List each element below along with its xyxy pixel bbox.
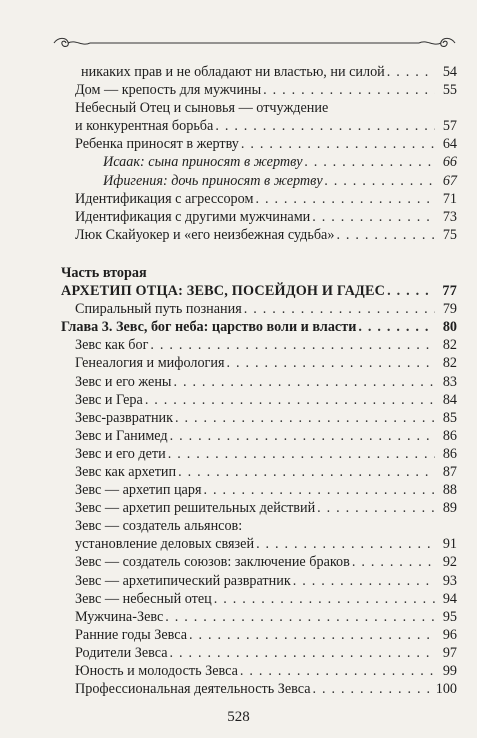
toc-entry [61,626,457,644]
part-title [61,282,457,300]
dot-leader [215,117,435,135]
toc-entry-title: АРХЕТИП ОТЦА: ЗЕВС, ПОСЕЙДОН И ГАДЕС [61,283,386,300]
toc-entry-title: Идентификация с агрессором [75,190,254,207]
toc-entry-page: 95 [442,608,457,625]
toc-entry [61,572,457,590]
toc-entry-title: Спиральный путь познания [75,301,242,318]
toc-entry-page: 66 [442,154,457,171]
toc-entry-title: Дом — крепость для мужчины [75,82,262,99]
dot-leader [263,81,435,99]
dot-leader [240,662,435,680]
toc-entry-page: 54 [442,64,457,80]
dot-leader [170,427,435,445]
toc-entry-page: 71 [442,190,457,207]
toc-entry [61,172,457,190]
toc-entry [61,680,457,698]
dot-leader [203,481,435,499]
header-ornament [52,36,457,50]
toc-entry-page: 99 [442,663,457,679]
toc-entry [61,590,457,608]
toc-entry-title: Зевс — создатель союзов: заключение браков [75,554,350,571]
toc-entry-page: 84 [442,391,457,408]
dot-leader [312,208,435,226]
toc-entry [61,190,457,208]
dot-leader [168,445,435,463]
toc-entry [61,427,457,445]
toc-entry-page: 64 [442,136,457,153]
toc-entry-page: 85 [442,409,457,426]
dot-leader [387,63,435,81]
dot-leader [189,626,435,644]
toc-entry-title: Зевс — небесный отец [75,590,212,607]
table-of-contents [61,63,457,698]
toc-entry-title: Идентификация с другими мужчинами [75,208,311,225]
toc-entry-page: 73 [442,208,457,225]
toc-entry [61,354,457,372]
toc-entry-page: 88 [442,482,457,499]
dot-leader [256,535,435,553]
toc-entry-page: 93 [442,572,457,589]
dot-leader [150,336,435,354]
dot-leader [241,135,435,153]
dot-leader [145,391,435,409]
toc-entry-page: 77 [442,283,457,300]
toc-entry-page: 79 [442,301,457,318]
toc-entry [61,99,457,117]
toc-entry [61,336,457,354]
toc-entry [61,135,457,153]
dot-leader [325,172,435,190]
toc-entry-title: Зевс-развратник [75,409,174,426]
toc-entry-page: 86 [442,445,457,462]
dot-leader [214,590,435,608]
toc-entry-title: Зевс — создатель альянсов: [75,518,243,535]
toc-entry [61,662,457,680]
toc-entry [61,553,457,571]
toc-entry-page: 97 [442,644,457,661]
toc-entry [61,81,457,99]
toc-entry-title: и конкурентная борьба [75,118,214,135]
section-gap [61,244,457,264]
dot-leader [317,499,435,517]
toc-entry-page: 100 [435,681,457,698]
toc-entry [61,63,457,81]
toc-entry-title: Люк Скайуокер и «его неизбежная судьба» [75,226,335,243]
toc-entry-title: Родители Зевса [75,644,168,661]
toc-entry [61,608,457,626]
toc-entry [61,373,457,391]
toc-entry-page: 87 [442,463,457,480]
dot-leader [165,608,435,626]
toc-entry-title: Ранние годы Зевса [75,626,188,643]
toc-entry-page: 55 [442,82,457,99]
dot-leader [226,354,435,372]
dot-leader [313,680,434,698]
toc-entry-title: Глава 3. Зевс, бог неба: царство воли и власти [61,319,357,336]
toc-entry [61,463,457,481]
toc-entry [61,535,457,553]
dot-leader [170,644,435,662]
page-number: 528 [227,709,250,725]
toc-entry-title: Профессиональная деятельность Зевса [75,681,311,698]
toc-entry-title: Зевс как архетип [75,463,177,480]
toc-entry-title: Исаак: сына приносят в жертву [103,154,303,171]
toc-entry [61,117,457,135]
chapter-title [61,318,457,336]
toc-entry-title: никаких прав и не обладают ни властью, ни силой [81,64,385,80]
toc-entry [61,499,457,517]
toc-entry-title: Ифигения: дочь приносят в жертву [103,172,323,189]
toc-entry [61,644,457,662]
toc-entry-page: 86 [442,427,457,444]
toc-entry-title: Мужчина-Зевс [75,608,164,625]
toc-entry-title: Ребенка приносят в жертву [75,136,239,153]
toc-entry-title: Зевс как бог [75,337,149,354]
toc-entry [61,153,457,171]
dot-leader [305,153,435,171]
toc-entry-page: 67 [442,172,457,189]
toc-entry [61,445,457,463]
dot-leader [175,409,435,427]
toc-entry-page: 82 [442,337,457,354]
toc-entry-page: 94 [442,590,457,607]
toc-entry [61,226,457,244]
part-label: Часть вторая [61,264,147,281]
toc-entry [61,409,457,427]
toc-entry-title: установление деловых связей [75,536,255,553]
toc-entry-page: 89 [442,500,457,517]
dot-leader [358,318,435,336]
toc-entry-title: Юность и молодость Зевса [75,663,238,679]
toc-entry [61,300,457,318]
toc-entry-title: Зевс и его дети [75,445,166,462]
dot-leader [173,373,435,391]
toc-entry-page: 75 [442,226,457,243]
toc-entry [61,208,457,226]
toc-entry-title: Зевс и его жены [75,373,172,390]
toc-entry-page: 82 [442,355,457,372]
toc-entry-title: Зевс — архетип решительных действий [75,500,316,517]
dot-leader [352,553,435,571]
toc-entry-page: 83 [442,373,457,390]
toc-entry-page: 96 [442,626,457,643]
toc-entry [61,517,457,535]
toc-entry-title: Небесный Отец и сыновья — отчуждение [75,100,329,117]
dot-leader [244,300,435,318]
dot-leader [178,463,435,481]
toc-entry-title: Зевс и Ганимед [75,427,168,444]
toc-entry-page: 91 [442,536,457,553]
dot-leader [336,226,435,244]
dot-leader [293,572,435,590]
toc-entry-title: Зевс и Гера [75,391,143,408]
toc-entry-page: 57 [442,118,457,135]
toc-entry [61,391,457,409]
toc-entry-title: Генеалогия и мифология [75,355,225,372]
dot-leader [255,190,435,208]
toc-entry-title: Зевс — архетипический развратник [75,572,291,589]
toc-entry-page: 92 [442,554,457,571]
dot-leader [387,282,435,300]
toc-entry-title: Зевс — архетип царя [75,482,202,499]
toc-entry [61,481,457,499]
toc-entry-page: 80 [442,319,457,336]
